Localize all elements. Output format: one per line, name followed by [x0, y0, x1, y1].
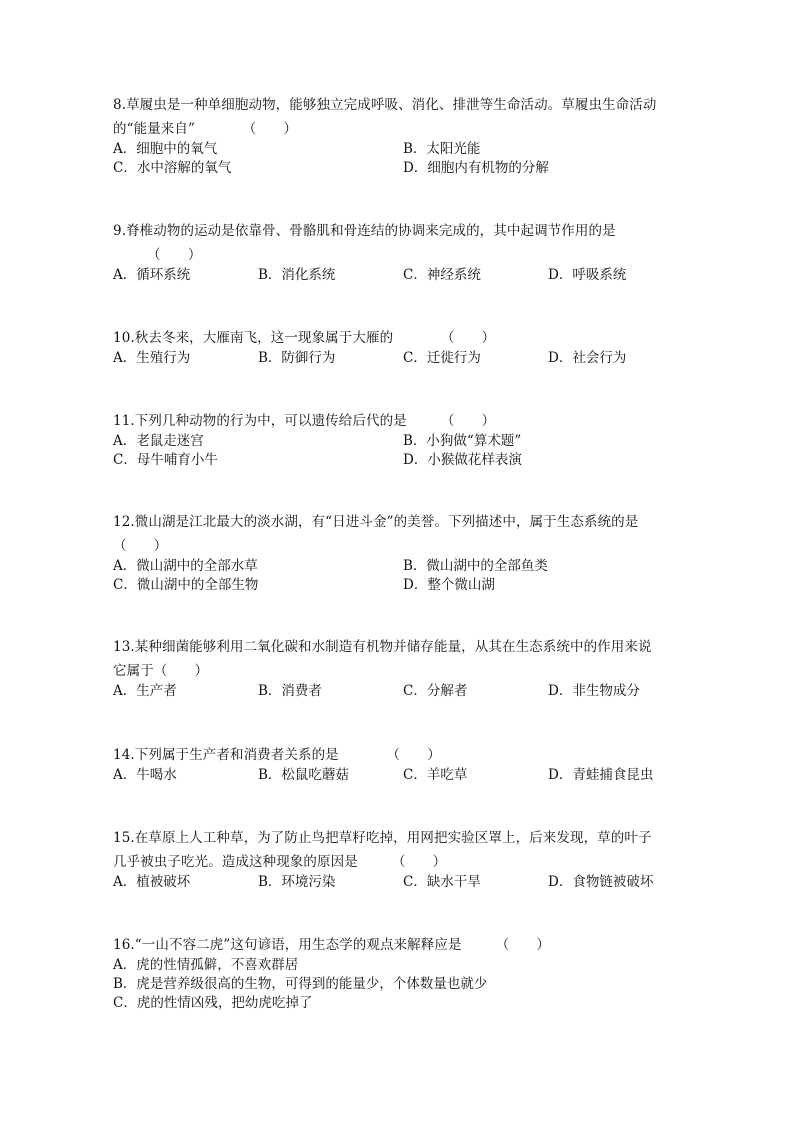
question-stem-line: 11.下列几种动物的行为中，可以遗传给后代的是 （ ） [113, 413, 496, 429]
question-stem-line: 16.“一山不容二虎”这句谚语，用生态学的观点来解释应是 （ ） [113, 937, 551, 953]
option-b: B．虎是营养级很高的生物，可得到的能量少，个体数量也就少 [113, 976, 488, 992]
option-a: A．植被破坏 [113, 874, 191, 890]
option-a: A．生产者 [113, 683, 177, 699]
question-stem-line: 9.脊椎动物的运动是依靠骨、骨骼肌和骨连结的协调来完成的，其中起调节作用的是 [113, 223, 616, 239]
option-c: C．缺水干旱 [403, 874, 481, 890]
option-c: C．虎的性情凶残，把幼虎吃掉了 [113, 995, 313, 1011]
option-c: C．微山湖中的全部生物 [113, 577, 259, 593]
question-stem-line: 它属于（ ） [113, 663, 209, 679]
option-b: B．小狗做“算术题” [403, 433, 522, 449]
option-a: A．细胞中的氧气 [113, 141, 218, 157]
question-stem-line: 几乎被虫子吃光。造成这种现象的原因是 （ ） [113, 854, 447, 870]
option-a: A．老鼠走迷宫 [113, 433, 204, 449]
option-a: A．微山湖中的全部水草 [113, 558, 258, 574]
question-stem-line: 的“能量来自” （ ） [113, 121, 298, 137]
option-b: B．松鼠吃蘑菇 [258, 767, 349, 783]
option-d: D．社会行为 [548, 350, 627, 366]
option-a: A．牛喝水 [113, 767, 177, 783]
option-a: A．循环系统 [113, 267, 191, 283]
question-stem-line: 15.在草原上人工种草，为了防止鸟把草籽吃掉，用网把实验区罩上，后来发现，草的叶子 [113, 830, 652, 846]
option-a: A．生殖行为 [113, 350, 191, 366]
option-d: D．细胞内有机物的分解 [403, 160, 549, 176]
option-c: C．迁徙行为 [403, 350, 481, 366]
option-b: B．消化系统 [258, 267, 336, 283]
option-c: C．水中溶解的氧气 [113, 160, 232, 176]
question-stem-line: （ ） [113, 538, 168, 554]
option-c: C．分解者 [403, 683, 468, 699]
question-stem-line: （ ） [113, 247, 202, 263]
option-d: D．非生物成分 [548, 683, 640, 699]
question-stem-line: 13.某种细菌能够利用二氧化碳和水制造有机物并储存能量，从其在生态系统中的作用来说 [113, 639, 652, 655]
question-stem-line: 10.秋去冬来，大雁南飞，这一现象属于大雁的 （ ） [113, 330, 496, 346]
option-b: B．环境污染 [258, 874, 336, 890]
option-b: B．消费者 [258, 683, 322, 699]
option-b: B．微山湖中的全部鱼类 [403, 558, 548, 574]
option-b: B．太阳光能 [403, 141, 481, 157]
option-c: C．母牛哺育小牛 [113, 452, 218, 468]
question-stem-line: 8.草履虫是一种单细胞动物，能够独立完成呼吸、消化、排泄等生命活动。草履虫生命活动 [113, 97, 657, 113]
option-d: D．食物链被破坏 [548, 874, 654, 890]
option-a: A．虎的性情孤僻，不喜欢群居 [113, 957, 299, 973]
option-d: D．小猴做花样表演 [403, 452, 522, 468]
option-d: D．呼吸系统 [548, 267, 627, 283]
option-c: C．羊吃草 [403, 767, 468, 783]
option-d: D．整个微山湖 [403, 577, 495, 593]
question-stem-line: 14.下列属于生产者和消费者关系的是 （ ） [113, 747, 441, 763]
option-c: C．神经系统 [403, 267, 481, 283]
option-b: B．防御行为 [258, 350, 336, 366]
question-stem-line: 12.微山湖是江北最大的淡水湖，有“日进斗金”的美誉。下列描述中，属于生态系统的是 [113, 514, 639, 530]
option-d: D．青蛙捕食昆虫 [548, 767, 654, 783]
